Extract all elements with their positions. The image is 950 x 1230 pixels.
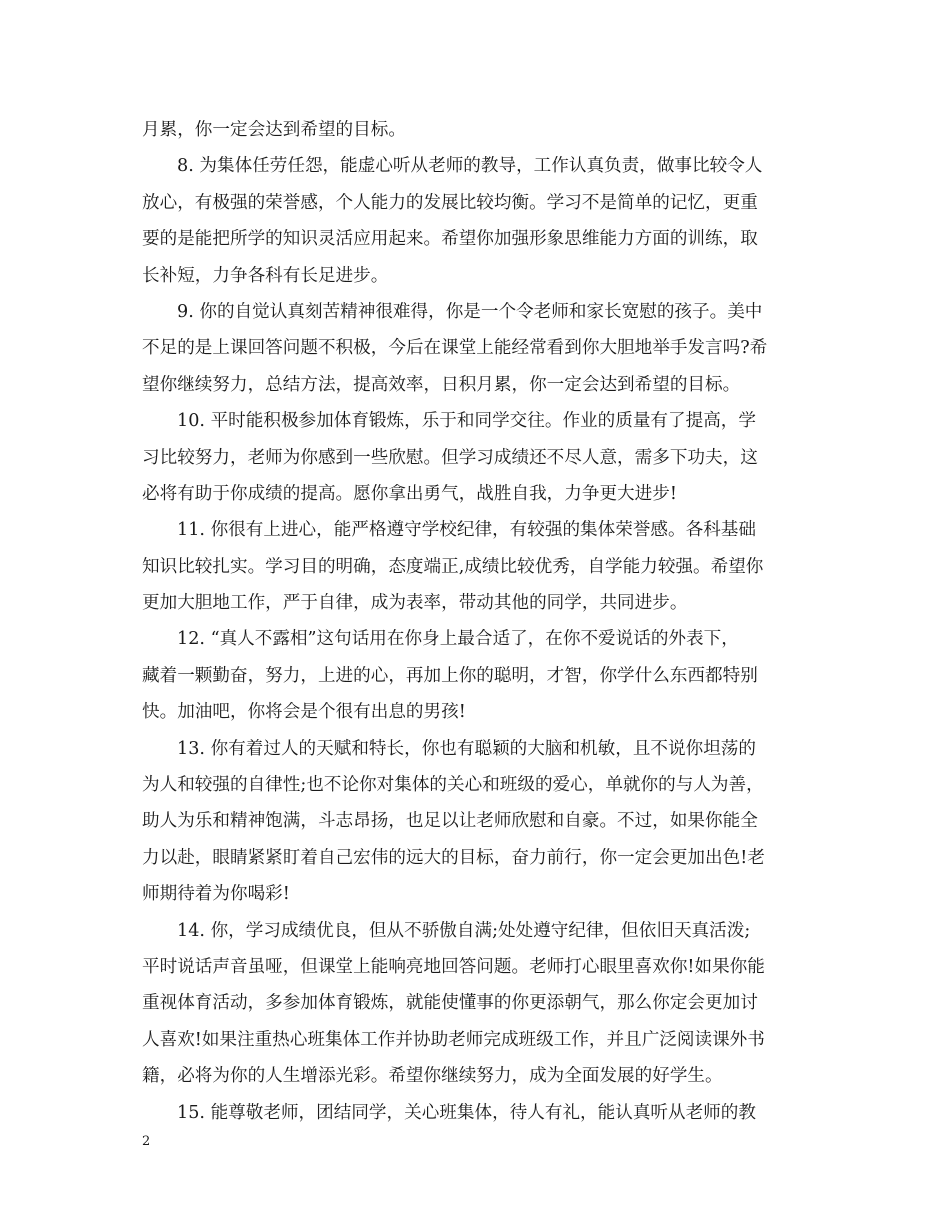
paragraph-line: 师期待着为你喝彩! xyxy=(142,884,290,905)
paragraph-line: 放心，有极强的荣誉感，个人能力的发展比较均衡。学习不是简单的记忆，更重 xyxy=(142,192,758,213)
continuation-line: 月累，你一定会达到希望的目标。 xyxy=(142,120,406,140)
paragraph-line: 为人和较强的自律性;也不论你对集体的关心和班级的爱心，单就你的与人为善， xyxy=(142,775,764,796)
paragraph-line: 力以赴，眼睛紧紧盯着自己宏伟的远大的目标，奋力前行，你一定会更加出色!老 xyxy=(142,847,765,868)
paragraph-line: 助人为乐和精神饱满，斗志昂扬，也足以让老师欣慰和自豪。不过，如果你能全 xyxy=(142,811,758,832)
paragraph-line: 要的是能把所学的知识灵活应用起来。希望你加强形象思维能力方面的训练，取 xyxy=(142,229,758,250)
paragraph-line: 必将有助于你成绩的提高。愿你拿出勇气，战胜自我，力争更大进步! xyxy=(142,483,677,504)
comment-paragraph-12 xyxy=(142,621,810,730)
paragraph-line: 知识比较扎实。学习目的明确，态度端正,成绩比较优秀，自学能力较强。希望你 xyxy=(142,556,764,577)
paragraph-line: 快。加油吧，你将会是个很有出息的男孩! xyxy=(142,702,466,723)
paragraph-line: 长补短，力争各科有长足进步。 xyxy=(142,265,389,286)
paragraph-line: 8. 为集体任劳任怨，能虚心听从老师的教导，工作认真负责，做事比较令人 xyxy=(177,156,763,177)
comment-paragraph-13 xyxy=(142,731,810,913)
paragraph-line: 14. 你，学习成绩优良，但从不骄傲自满;处处遵守纪律，但依旧天真活泼; xyxy=(177,920,751,941)
comment-paragraph-10 xyxy=(142,403,810,512)
paragraph-line: 15. 能尊敬老师，团结同学，关心班集体，待人有礼，能认真听从老师的教 xyxy=(177,1102,756,1123)
comment-paragraph-14 xyxy=(142,913,810,1095)
page-number: 2 xyxy=(142,1134,151,1149)
paragraph-line: 11. 你很有上进心，能严格遵守学校纪律，有较强的集体荣誉感。各科基础 xyxy=(177,520,756,541)
comment-paragraph-8 xyxy=(142,148,810,294)
document-body xyxy=(142,112,810,1131)
paragraph-line: 重视体育活动，多参加体育锻炼，就能使懂事的你更添朝气，那么你定会更加讨 xyxy=(142,993,758,1014)
paragraph-line: 13. 你有着过人的天赋和特长，你也有聪颖的大脑和机敏，且不说你坦荡的 xyxy=(177,738,756,759)
paragraph-line: 9. 你的自觉认真刻苦精神很难得，你是一个令老师和家长宽慰的孩子。美中 xyxy=(177,301,763,322)
paragraph-line: 12. “真人不露相”这句话用在你身上最合适了，在你不爱说话的外表下， xyxy=(177,629,739,650)
comment-paragraph-15 xyxy=(142,1095,810,1131)
paragraph-line: 望你继续努力，总结方法，提高效率，日积月累，你一定会达到希望的目标。 xyxy=(142,374,741,395)
paragraph-line: 更加大胆地工作，严于自律，成为表率，带动其他的同学，共同进步。 xyxy=(142,593,688,614)
comment-paragraph-9 xyxy=(142,294,810,403)
paragraph-line: 藏着一颗勤奋，努力，上进的心，再加上你的聪明，才智，你学什么东西都特别 xyxy=(142,665,758,686)
paragraph-line: 籍，必将为你的人生增添光彩。希望你继续努力，成为全面发展的好学生。 xyxy=(142,1066,723,1087)
comment-paragraph-11 xyxy=(142,512,810,621)
paragraph-line: 人喜欢!如果注重热心班集体工作并协助老师完成班级工作，并且广泛阅读课外书 xyxy=(142,1029,765,1050)
paragraph-line: 平时说话声音虽哑，但课堂上能响亮地回答问题。老师打心眼里喜欢你!如果你能 xyxy=(142,956,765,977)
paragraph-line: 10. 平时能积极参加体育锻炼，乐于和同学交往。作业的质量有了提高，学 xyxy=(177,411,756,432)
paragraph-line: 习比较努力，老师为你感到一些欣慰。但学习成绩还不尽人意，需多下功夫，这 xyxy=(142,447,758,468)
paragraph-line: 不足的是上课回答问题不积极，今后在课堂上能经常看到你大胆地举手发言吗?希 xyxy=(142,338,768,359)
